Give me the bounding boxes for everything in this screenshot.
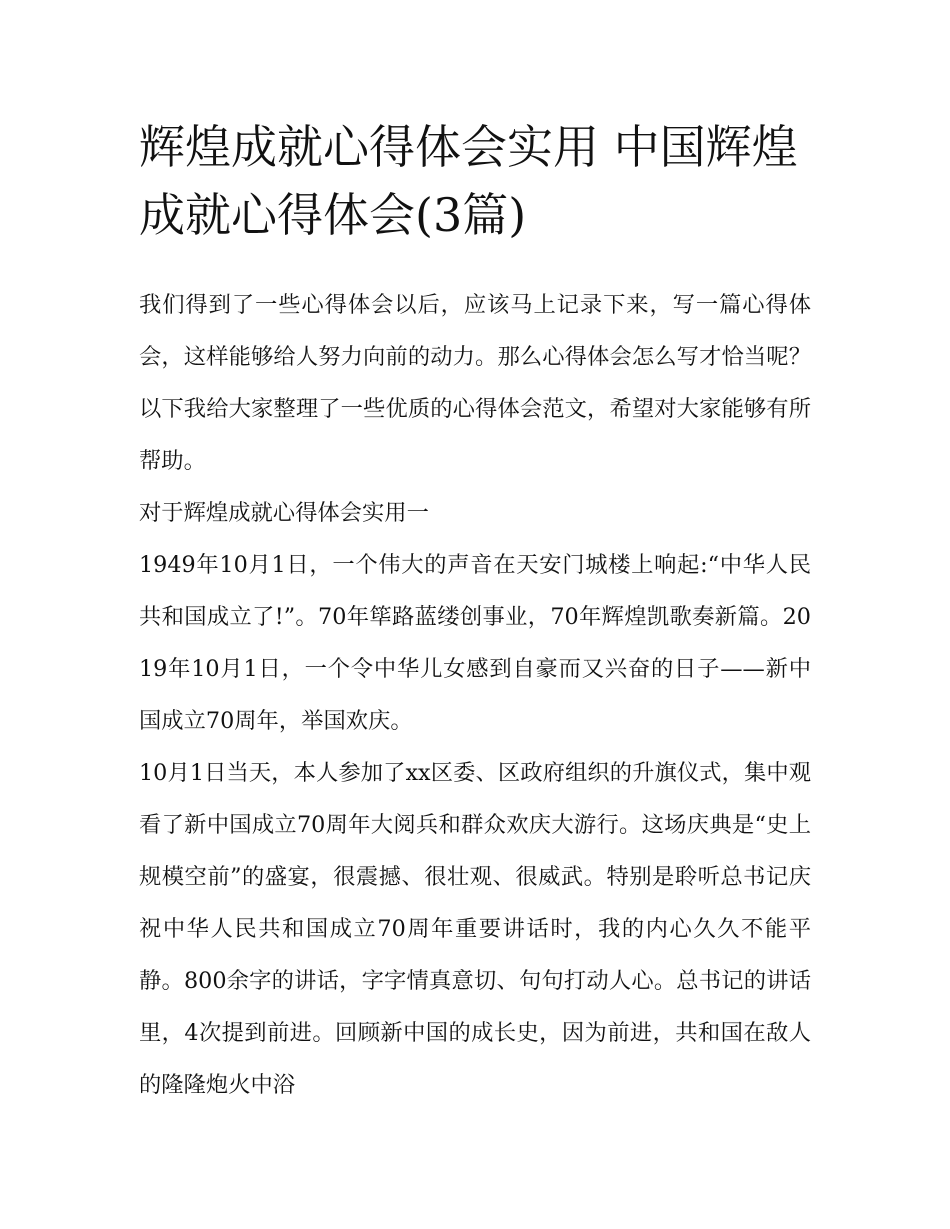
document-title: 辉煌成就心得体会实用 中国辉煌成就心得体会(3篇) <box>139 120 798 242</box>
body-paragraph: 1949年10月1日，一个伟大的声音在天安门城楼上响起:“中华人民共和国成立了!”。70年筚路蓝缕创事业，70年辉煌凯歌奏新篇。2019年10月1日，一个令中华儿女感到自豪而又兴奋的日子——新中国成立70周年，举国欢庆。 <box>139 552 811 734</box>
body-paragraph: 10月1日当天，本人参加了xx区委、区政府组织的升旗仪式，集中观看了新中国成立70周年大阅兵和群众欢庆大游行。这场庆典是“史上规模空前”的盛宴，很震撼、很壮观、很威武。特别是聆听总书记庆祝中华人民共和国成立70周年重要讲话时，我的内心久久不能平静。800余字的讲话，字字情真意切、句句打动人心。总书记的讲话里，4次提到前进。回顾新中国的成长史，因为前进，共和国在敌人的隆隆炮火中浴 <box>139 760 811 1098</box>
intro-paragraph: 我们得到了一些心得体会以后，应该马上记录下来，写一篇心得体会，这样能够给人努力向前的动力。那么心得体会怎么写才恰当呢？以下我给大家整理了一些优质的心得体会范文，希望对大家能够有所帮助。 <box>139 292 811 474</box>
section-heading: 对于辉煌成就心得体会实用一 <box>139 500 429 526</box>
document-body <box>139 113 811 1111</box>
